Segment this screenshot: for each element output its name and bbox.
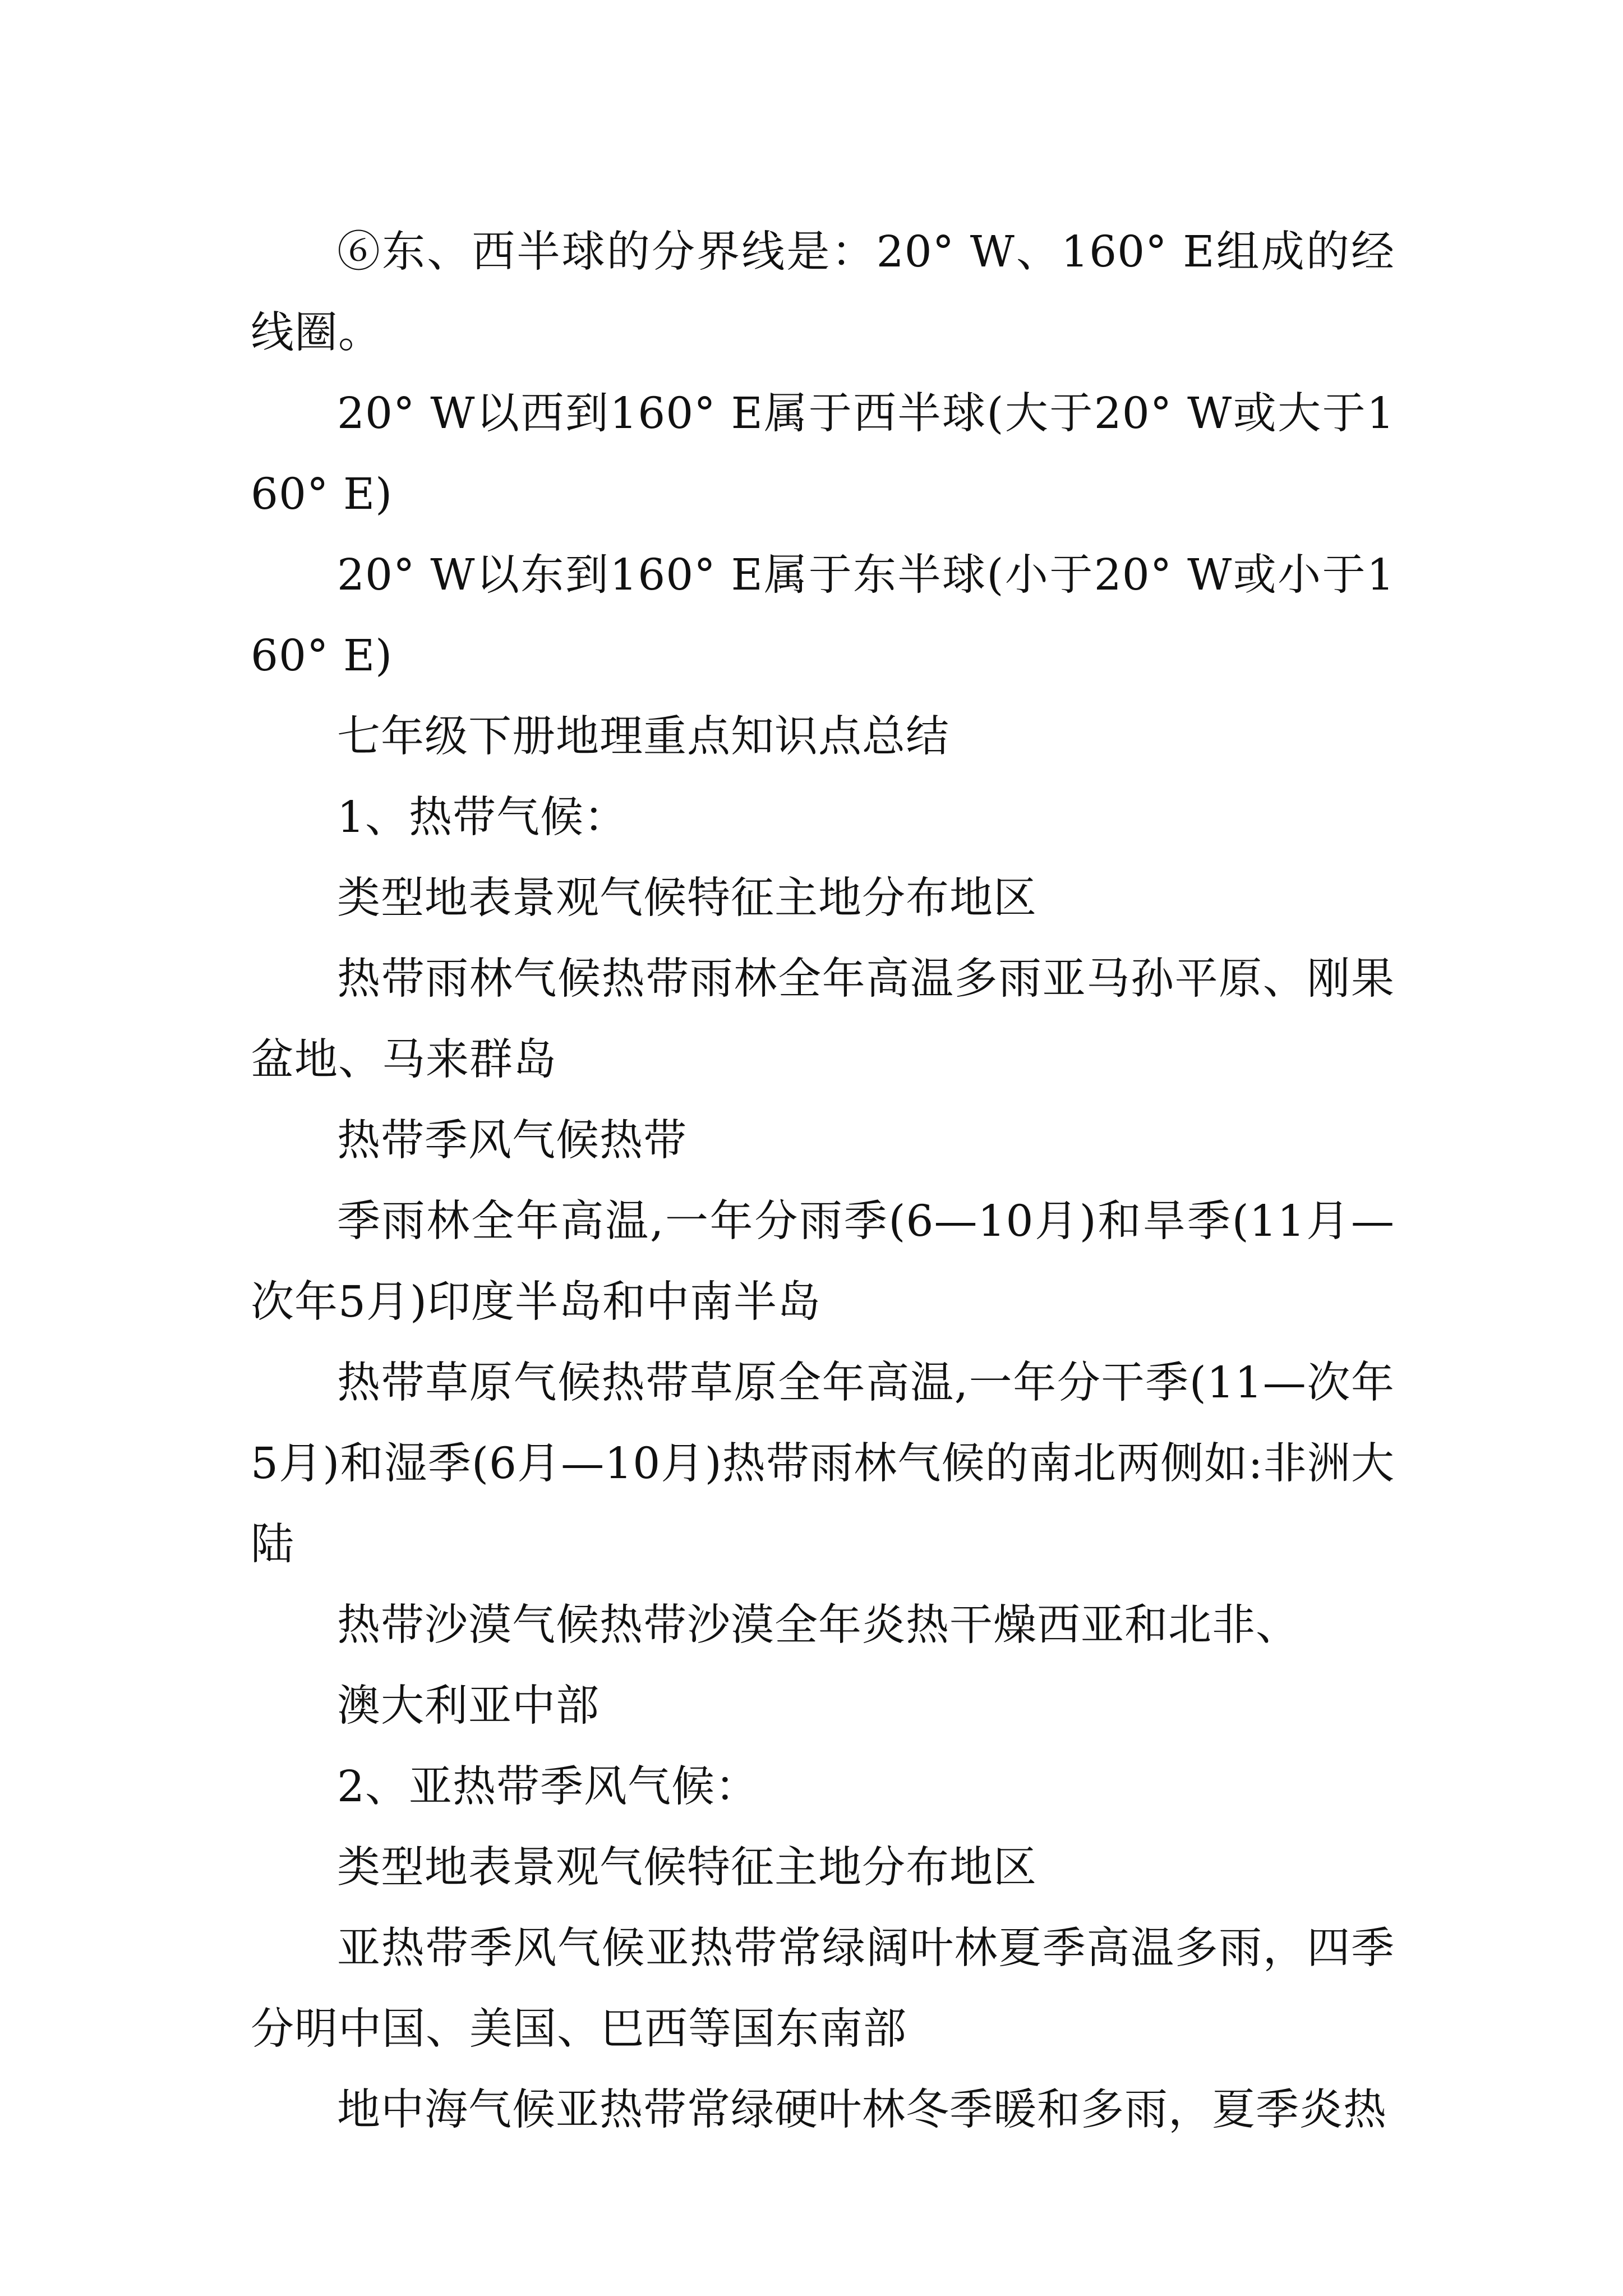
subheading-subtropical-climate: 2、亚热带季风气候： — [337, 1762, 759, 1812]
paragraph-desert-region: 澳大利亚中部 — [337, 1681, 600, 1731]
paragraph-western-hemisphere: 20° W以西到160° E属于西半球(大于20° W或大于160° E) — [251, 389, 1395, 519]
paragraph-hemisphere-boundary: ⑥东、西半球的分界线是：20° W、160° E组成的经线圈。 — [251, 227, 1395, 358]
paragraph-eastern-hemisphere: 20° W以东到160° E属于东半球(小于20° W或小于160° E) — [251, 550, 1395, 681]
paragraph-rainforest-climate: 热带雨林气候热带雨林全年高温多雨亚马孙平原、刚果盆地、马来群岛 — [251, 954, 1395, 1085]
table-header-line-2: 类型地表景观气候特征主地分布地区 — [337, 1843, 1037, 1893]
paragraph-mediterranean: 地中海气候亚热带常绿硬叶林冬季暖和多雨，夏季炎热 — [337, 2085, 1387, 2135]
paragraph-savanna-climate: 热带草原气候热带草原全年高温,一年分干季(11—次年5月)和湿季(6月—10月)热带雨林气候的南北两侧如:非洲大陆 — [251, 1358, 1395, 1570]
paragraph-monsoon-climate: 热带季风气候热带 — [337, 1116, 687, 1166]
subheading-tropical-climate: 1、热带气候： — [337, 793, 628, 843]
section-heading: 七年级下册地理重点知识点总结 — [337, 712, 949, 762]
table-header-line: 类型地表景观气候特征主地分布地区 — [337, 873, 1037, 923]
paragraph-desert-climate: 热带沙漠气候热带沙漠全年炎热干燥西亚和北非、 — [337, 1600, 1299, 1650]
paragraph-subtropical-monsoon: 亚热带季风气候亚热带常绿阔叶林夏季高温多雨，四季分明中国、美国、巴西等国东南部 — [251, 1924, 1395, 2054]
document-body — [251, 212, 1395, 2151]
paragraph-monsoon-details: 季雨林全年高温,一年分雨季(6—10月)和旱季(11月—次年5月)印度半岛和中南半岛 — [251, 1197, 1395, 1327]
